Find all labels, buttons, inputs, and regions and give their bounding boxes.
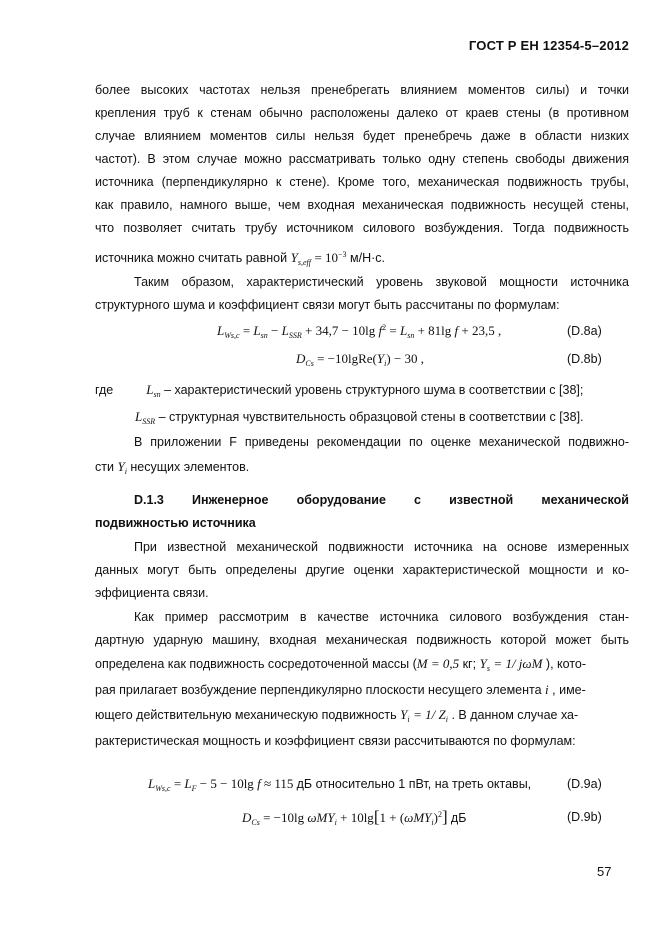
heading-word: известной <box>449 493 514 507</box>
text-line: более высоких частотах нельзя пренебрегать влиянием моментов силы) и точки <box>95 83 629 97</box>
heading-word: Инженерное <box>192 493 269 507</box>
unit-text: м/Н·с. <box>350 251 386 265</box>
math-variable: Y <box>479 656 487 671</box>
math-subscript: s,eff <box>297 258 311 267</box>
text-line: как правило, намного выше, чем входная механическая подвижность несущей стены, <box>95 198 629 212</box>
text-fragment: рая прилагает возбуждение перпендикулярно плоскости несущего элемента <box>95 683 542 697</box>
page-number: 57 <box>597 864 612 879</box>
math-variable: i <box>545 682 549 697</box>
math-variable: Y <box>400 707 408 722</box>
text-line: случае влиянием моментов силы нельзя будет пренебречь даже в области низких <box>95 129 629 143</box>
text-fragment: , име- <box>552 683 586 697</box>
math-expression: = 1/ Z <box>413 707 446 722</box>
equation-d9a: $L_{Ws,c} = L_F - 5 - 10\lg$ f ≈ 115 дБ относительно 1 пВт, на треть октавы, <box>148 776 532 793</box>
math-subscript: i <box>407 715 410 724</box>
text-fragment: ), кото- <box>545 657 587 671</box>
text-line <box>95 678 586 702</box>
definition-line <box>135 405 584 433</box>
math-expression: M = 0,5 <box>416 656 460 671</box>
math-expression: = 1/ jωM <box>493 656 543 671</box>
text-line <box>95 703 578 731</box>
equation-text: дБ относительно 1 пВт, на треть октавы, <box>296 777 532 791</box>
equation-number: (D.9a) <box>567 777 602 791</box>
heading-word: с <box>414 493 421 507</box>
math-variable: Y <box>290 250 298 265</box>
text-fragment: несущих элементов. <box>130 460 250 474</box>
math-subscript: i <box>124 467 127 476</box>
document-code-header: ГОСТ Р ЕН 12354-5–2012 <box>468 38 629 53</box>
definition-text: – структурная чувствительность образцовой стены в соответствии с [38]. <box>158 410 584 424</box>
heading-word: механической <box>541 493 629 507</box>
text-line: данных могут быть определены другие оценки характеристической мощности и ко- <box>95 563 629 577</box>
text-fragment: сти <box>95 460 114 474</box>
text-fragment: источника можно считать равной <box>95 251 288 265</box>
math-subscript: SSR <box>142 417 156 426</box>
section-heading <box>95 489 629 535</box>
definition-line <box>95 378 583 406</box>
math-subscript: s <box>486 664 490 673</box>
equation-number: (D.9b) <box>567 810 602 824</box>
equation-d8a: $L_{Ws,c} = L_{sn} - L_{SSR} + 34,7 - 10\lg$ $f^2 = L_{sn} + 81\lg$ f + 23,5 , <box>217 323 502 340</box>
text-line: В приложении F приведены рекомендации по оценке механической подвижно- <box>134 435 629 449</box>
unit-text: кг; <box>462 657 477 671</box>
equation-d9b: $D_{Cs} = -10\lg$ $\omega MY_i + 10\lg[1 + (\omega MY_i)^2]$ дБ <box>242 807 467 827</box>
text-line: структурного шума и коэффициент связи могут быть рассчитаны по формулам: <box>95 298 560 312</box>
math-variable: L <box>146 382 154 397</box>
section-number: D.1.3 <box>134 493 164 507</box>
text-line <box>95 652 629 680</box>
text-line <box>95 243 385 274</box>
heading-line-2: подвижностью источника <box>95 516 256 530</box>
text-line: частот). В этом случае можно рассматривать только одну степень свободы движения <box>95 152 629 166</box>
text-line: При известной механической подвижности источника на основе измеренных <box>134 540 629 554</box>
text-fragment: . В данном случае ха- <box>451 708 579 722</box>
text-line: эффициента связи. <box>95 586 209 600</box>
math-exponent: −3 <box>338 250 347 259</box>
text-line: Таким образом, характеристический уровень звуковой мощности источника <box>134 275 629 289</box>
definition-text: – характеристический уровень структурного шума в соответствии с [38]; <box>164 383 584 397</box>
text-fragment: определена как подвижность сосредоточенной массы ( <box>95 657 417 671</box>
text-line: рактеристическая мощность и коэффициент связи рассчитываются по формулам: <box>95 734 576 748</box>
text-line: что позволяет считать трубу источником силового возбуждения. Тогда подвижность <box>95 221 629 235</box>
equation-number: (D.8b) <box>567 352 602 366</box>
text-fragment: ющего действительную механическую подвижность <box>95 708 397 722</box>
unit-text: дБ <box>450 811 467 825</box>
equation-number: (D.8a) <box>567 324 602 338</box>
math-subscript: i <box>445 715 448 724</box>
heading-word: оборудование <box>296 493 386 507</box>
text-line: источника (перпендикулярно к стене). Кроме того, механическая подвижность трубы, <box>95 175 629 189</box>
text-line: дартную ударную машину, входная механическая подвижность которой может быть <box>95 633 629 647</box>
math-equals: = 10 <box>314 250 339 265</box>
math-variable: Y <box>117 459 125 474</box>
text-line: крепления труб к стенам обычно расположены далеко от краев стены (в противном <box>95 106 629 120</box>
where-label: где <box>95 383 114 397</box>
math-subscript: sn <box>153 390 161 399</box>
equation-d8b: $D_{Cs}$ = $-10lgRe(Y_i) - 30$ , <box>296 351 425 368</box>
text-line: Как пример рассмотрим в качестве источника силового возбуждения стан- <box>134 610 629 624</box>
text-line <box>95 455 249 483</box>
math-variable: L <box>135 409 143 424</box>
